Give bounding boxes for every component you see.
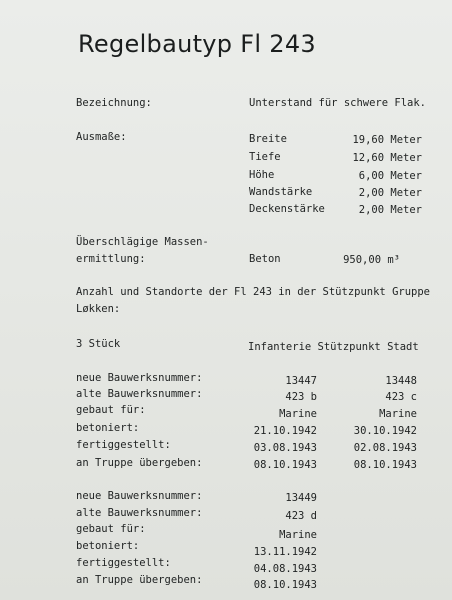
record-value: 423 b bbox=[285, 391, 317, 403]
standorte-line2: Løkken: bbox=[76, 303, 121, 315]
record-value: 13.11.1942 bbox=[253, 546, 317, 558]
dimension-value: 2,00 Meter bbox=[358, 187, 422, 199]
dimension-name: Höhe bbox=[249, 169, 275, 181]
massen-label-line1: Überschlägige Massen- bbox=[76, 236, 209, 248]
record-value: 423 d bbox=[285, 510, 317, 522]
stueck-count: 3 Stück bbox=[76, 338, 121, 350]
record-label: alte Bauwerksnummer: bbox=[76, 507, 203, 519]
record-value: 04.08.1943 bbox=[253, 563, 317, 575]
record-label: an Truppe übergeben: bbox=[76, 457, 203, 469]
dimension-value: 12,60 Meter bbox=[352, 152, 422, 164]
massen-material: Beton bbox=[249, 253, 281, 265]
dimension-name: Tiefe bbox=[249, 151, 281, 163]
record-value: 13449 bbox=[285, 492, 317, 504]
bezeichnung-label: Bezeichnung: bbox=[76, 97, 152, 109]
massen-value: 950,00 m³ bbox=[343, 254, 400, 266]
record-label: fertiggestellt: bbox=[76, 439, 171, 451]
dimension-name: Breite bbox=[249, 133, 287, 145]
record-value: Marine bbox=[279, 529, 317, 541]
record-value: 08.10.1943 bbox=[353, 459, 417, 471]
page-title: Regelbautyp Fl 243 bbox=[78, 30, 316, 58]
dimension-value: 6,00 Meter bbox=[358, 170, 422, 182]
record-label: fertiggestellt: bbox=[76, 557, 171, 569]
record-value: 03.08.1943 bbox=[253, 442, 317, 454]
dimension-value: 19,60 Meter bbox=[352, 134, 422, 146]
bezeichnung-value: Unterstand für schwere Flak. bbox=[249, 97, 427, 109]
massen-label-line2: ermittlung: bbox=[76, 253, 146, 265]
record-label: neue Bauwerksnummer: bbox=[76, 490, 203, 502]
record-value: 13447 bbox=[285, 375, 317, 387]
record-label: gebaut für: bbox=[76, 523, 146, 535]
record-value: 423 c bbox=[385, 391, 417, 403]
record-value: 08.10.1943 bbox=[253, 579, 317, 591]
record-value: 08.10.1943 bbox=[253, 459, 317, 471]
dimension-name: Wandstärke bbox=[249, 186, 313, 198]
record-value: Marine bbox=[279, 408, 317, 420]
record-value: 21.10.1942 bbox=[253, 425, 317, 437]
record-value: 13448 bbox=[385, 375, 417, 387]
record-label: gebaut für: bbox=[76, 404, 146, 416]
record-value: 02.08.1943 bbox=[353, 442, 417, 454]
record-label: an Truppe übergeben: bbox=[76, 574, 203, 586]
record-label: neue Bauwerksnummer: bbox=[76, 372, 203, 384]
dimension-name: Deckenstärke bbox=[249, 203, 325, 215]
ausmasse-label: Ausmaße: bbox=[76, 131, 127, 143]
record-label: alte Bauwerksnummer: bbox=[76, 388, 203, 400]
stueck-location: Infanterie Stützpunkt Stadt bbox=[248, 341, 419, 353]
standorte-line1: Anzahl und Standorte der Fl 243 in der Stützpunkt Gruppe bbox=[76, 286, 431, 298]
record-label: betoniert: bbox=[76, 540, 140, 552]
dimension-value: 2,00 Meter bbox=[358, 204, 422, 216]
record-value: Marine bbox=[379, 408, 417, 420]
record-value: 30.10.1942 bbox=[353, 425, 417, 437]
record-label: betoniert: bbox=[76, 422, 140, 434]
